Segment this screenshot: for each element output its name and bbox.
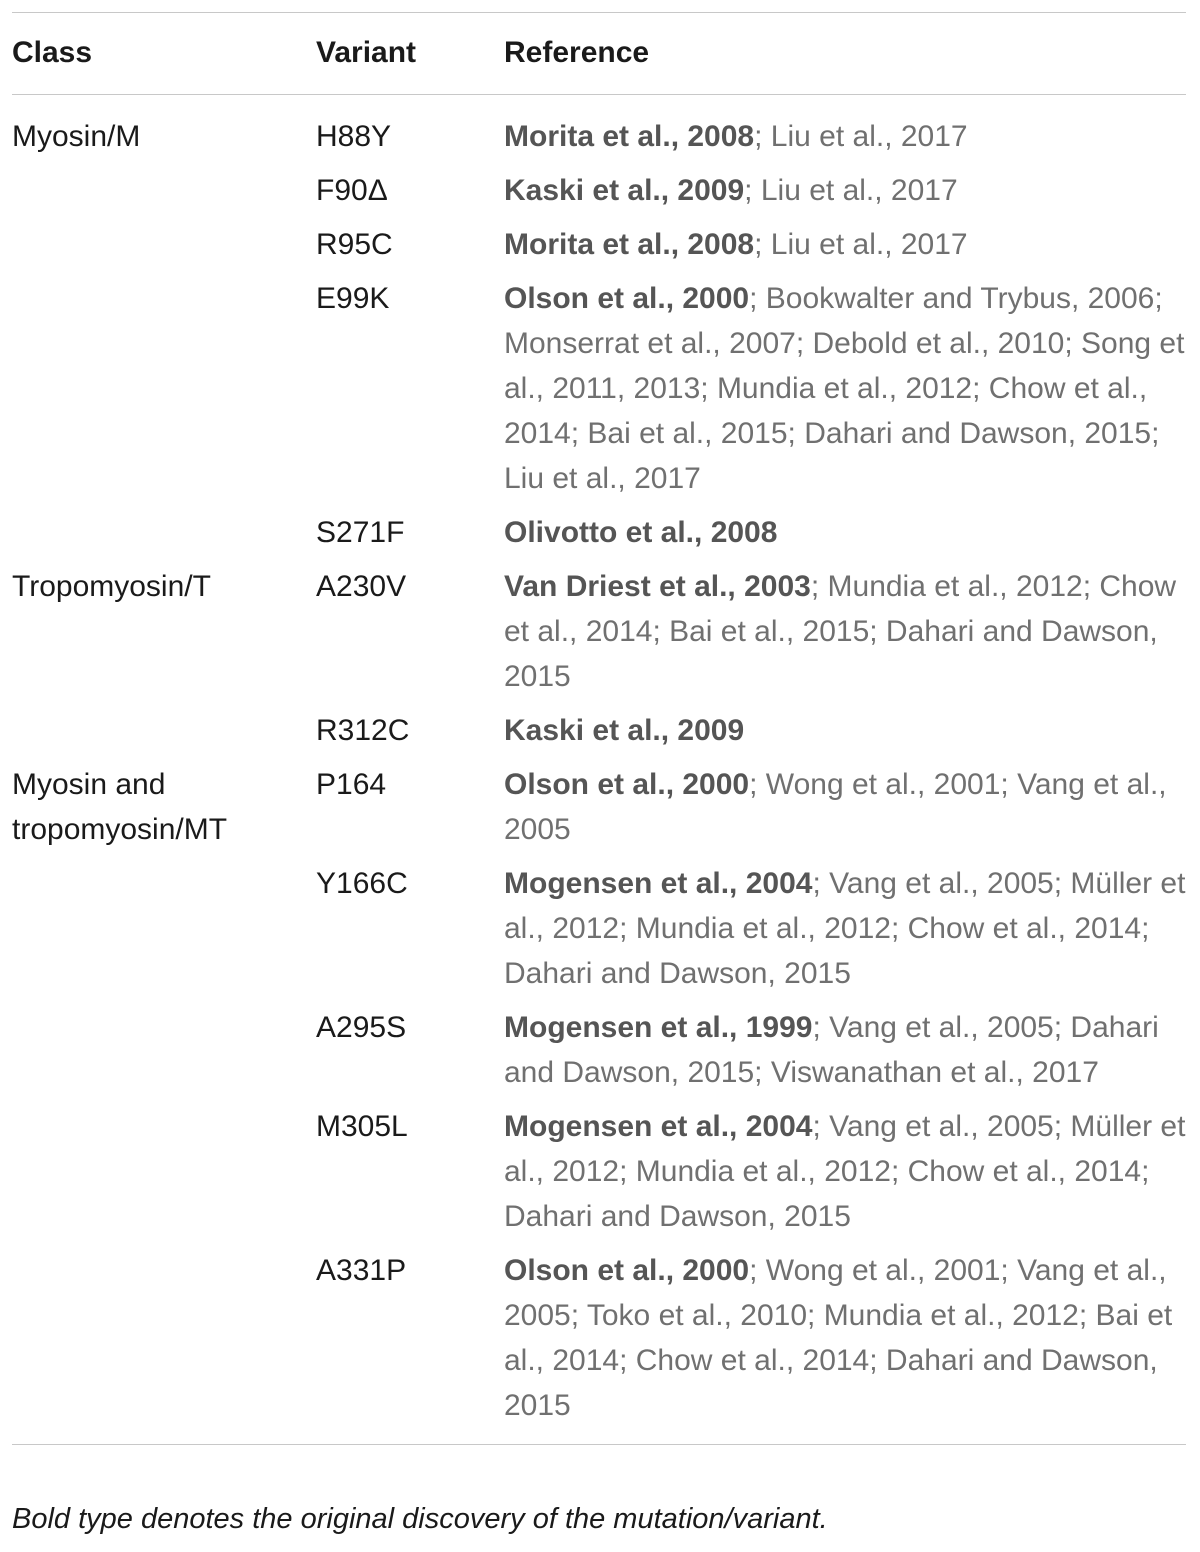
table-row	[12, 222, 1186, 276]
reference-original: Olson et al., 2000	[504, 768, 750, 801]
cell-reference	[504, 861, 1186, 1005]
cell-reference	[504, 95, 1186, 169]
table-row	[12, 1005, 1186, 1104]
reference-others: ; Liu et al., 2017	[754, 120, 968, 153]
reference-others: ; Wong et al., 2001; Vang et al., 2005; Toko et al., 2010; Mundia et al., 2012; Bai et al., 2014; Chow et al., 2014; Dahari and Dawson, 2015	[504, 1254, 1173, 1422]
header-class: Class	[12, 13, 316, 95]
table-row	[12, 708, 1186, 762]
reference-original: Mogensen et al., 1999	[504, 1011, 813, 1044]
table-row	[12, 1104, 1186, 1248]
reference-original: Morita et al., 2008	[504, 228, 755, 261]
cell-variant: S271F	[316, 516, 405, 549]
table-body	[12, 95, 1186, 1445]
cell-class	[12, 1005, 316, 1104]
variants-table	[12, 12, 1186, 1445]
table-row	[12, 762, 1186, 861]
table-row	[12, 1248, 1186, 1445]
header-variant: Variant	[316, 13, 504, 95]
cell-class: Myosin and tropomyosin/MT	[12, 768, 228, 846]
cell-class	[12, 1104, 316, 1248]
cell-variant: R95C	[316, 228, 393, 261]
reference-others: ; Mundia et al., 2012; Chow et al., 2014; Bai et al., 2015; Dahari and Dawson, 2015	[504, 570, 1177, 693]
cell-reference	[504, 276, 1186, 510]
reference-original: Mogensen et al., 2004	[504, 867, 813, 900]
cell-variant: H88Y	[316, 120, 392, 153]
reference-others: ; Vang et al., 2005; Müller et al., 2012; Mundia et al., 2012; Chow et al., 2014; Dahari and Dawson, 2015	[504, 1110, 1186, 1233]
cell-variant: E99K	[316, 282, 390, 315]
table-row	[12, 510, 1186, 564]
reference-original: Van Driest et al., 2003	[504, 570, 811, 603]
reference-others: ; Liu et al., 2017	[754, 228, 968, 261]
cell-variant: A230V	[316, 570, 407, 603]
reference-original: Mogensen et al., 2004	[504, 1110, 813, 1143]
reference-original: Olivotto et al., 2008	[504, 516, 778, 549]
cell-variant: M305L	[316, 1110, 408, 1143]
cell-class: Myosin/M	[12, 120, 141, 153]
cell-class	[12, 222, 316, 276]
cell-reference	[504, 222, 1186, 276]
header-reference: Reference	[504, 13, 1186, 95]
reference-others: ; Liu et al., 2017	[744, 174, 958, 207]
cell-reference	[504, 1104, 1186, 1248]
reference-original: Morita et al., 2008	[504, 120, 755, 153]
cell-reference	[504, 1005, 1186, 1104]
cell-class	[12, 168, 316, 222]
reference-original: Kaski et al., 2009	[504, 714, 745, 747]
reference-others: ; Wong et al., 2001; Vang et al., 2005	[504, 768, 1167, 846]
header-row	[12, 13, 1186, 95]
cell-variant: P164	[316, 768, 387, 801]
reference-others: ; Bookwalter and Trybus, 2006; Monserrat et al., 2007; Debold et al., 2010; Song et al., 2011, 2013; Mundia et al., 2012; Chow et al., 2014; Bai et al., 2015; Dahari and Dawson, 2015; Liu et al., 2017	[504, 282, 1185, 495]
table-header	[12, 13, 1186, 95]
cell-reference	[504, 168, 1186, 222]
reference-others: ; Vang et al., 2005; Dahari and Dawson, 2015; Viswanathan et al., 2017	[504, 1011, 1159, 1089]
table-row	[12, 861, 1186, 1005]
cell-class	[12, 276, 316, 510]
cell-class	[12, 1248, 316, 1445]
reference-original: Olson et al., 2000	[504, 282, 750, 315]
cell-variant: A295S	[316, 1011, 407, 1044]
cell-class: Tropomyosin/T	[12, 570, 211, 603]
cell-variant: A331P	[316, 1254, 407, 1287]
cell-reference	[504, 564, 1186, 708]
cell-variant: F90Δ	[316, 174, 388, 207]
table-row	[12, 564, 1186, 708]
table-row	[12, 168, 1186, 222]
cell-reference	[504, 1248, 1186, 1445]
cell-variant: Y166C	[316, 867, 408, 900]
table-footnote: Bold type denotes the original discovery of the mutation/variant.	[12, 1503, 828, 1535]
table-row	[12, 276, 1186, 510]
reference-original: Olson et al., 2000	[504, 1254, 750, 1287]
cell-class	[12, 861, 316, 1005]
cell-reference	[504, 510, 1186, 564]
cell-reference	[504, 708, 1186, 762]
cell-class	[12, 510, 316, 564]
cell-reference	[504, 762, 1186, 861]
cell-variant: R312C	[316, 714, 410, 747]
cell-class	[12, 708, 316, 762]
reference-others: ; Vang et al., 2005; Müller et al., 2012; Mundia et al., 2012; Chow et al., 2014; Dahari and Dawson, 2015	[504, 867, 1186, 990]
table-row	[12, 95, 1186, 169]
reference-original: Kaski et al., 2009	[504, 174, 745, 207]
